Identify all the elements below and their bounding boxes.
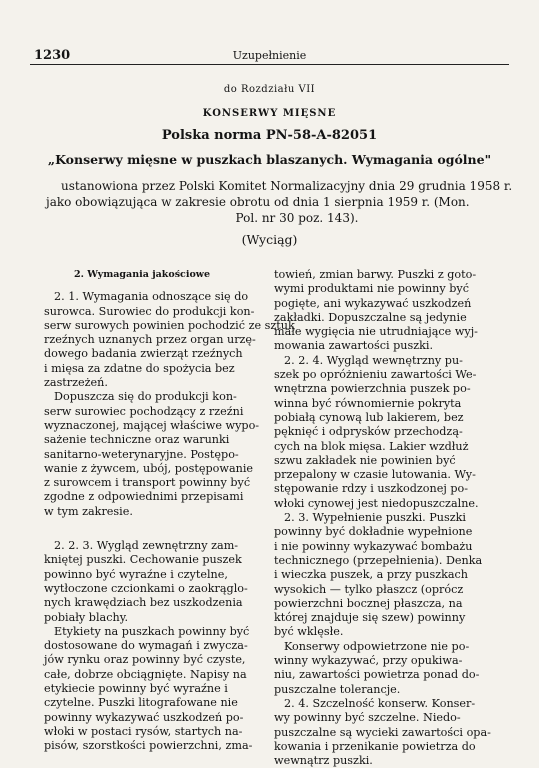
text-line: kowania i przenikanie powietrza do [274, 739, 476, 753]
text-line: kniętej puszki. Cechowanie puszek [44, 553, 242, 567]
left-column [44, 268, 295, 754]
text-line: Etykiety na puszkach powinny być [54, 624, 250, 638]
text-line: mowania zawartości puszki. [274, 339, 434, 353]
text-line: powinny wykazywać uszkodzeń po- [44, 710, 244, 724]
text-line: rzeźnych uznanych przez organ urzę- [44, 333, 256, 347]
text-line: winna być równomiernie pokryta [274, 396, 462, 410]
text-line: całe, dobrze obciągnięte. Napisy na [44, 667, 247, 681]
text-line: wysokich — tylko płaszcz (oprócz [274, 582, 464, 596]
text-line: winny wykazywać, przy opukiwa- [274, 654, 463, 668]
text-line: pisów, szorstkości powierzchni, zma- [44, 739, 253, 753]
text-line: cych na blok mięsa. Lakier wzdłuż [274, 439, 469, 453]
norm-number: Polska norma PN-58-A-82051 [161, 128, 378, 143]
text-line: pobiały blachy. [44, 610, 129, 624]
text-line: i mięsa za zdatne do spożycia bez [44, 361, 235, 375]
intro-line: ustanowiona przez Polski Komitet Normalizacyjny dnia 29 grudnia 1958 r. [61, 179, 513, 193]
text-line: sanitarno-weterynaryjne. Postępo- [44, 447, 239, 461]
text-line: być wklęsłe. [274, 625, 344, 639]
text-line: dostosowane do wymagań i zwycza- [44, 639, 248, 653]
intro-line: Pol. nr 30 poz. 143). [235, 211, 359, 225]
text-line: pogięte, ani wykazywać uszkodzeń [274, 296, 472, 310]
text-line: włoki w postaci rysów, startych na- [44, 724, 243, 738]
chapter-title: KONSERWY MIĘSNE [202, 108, 337, 119]
excerpt-label: (Wyciąg) [241, 232, 298, 247]
text-line: włoki cynowej jest niedopuszczalne. [274, 496, 479, 510]
text-line: technicznego (przepełnienia). Denka [274, 553, 483, 567]
text-line: której znajduje się szew) powinny [274, 611, 466, 625]
text-line: surowca. Surowiec do produkcji kon- [44, 304, 255, 318]
text-line: nych krawędziach bez uszkodzenia [44, 596, 243, 610]
text-line: 2. 1. Wymagania odnoszące się do [54, 290, 249, 304]
text-line: 2. 2. 4. Wygląd wewnętrzny pu- [284, 353, 463, 367]
text-line: pęknięć i odprysków przechodzą- [274, 425, 463, 439]
chapter-label: do Rozdziału VII [223, 84, 316, 95]
text-line: wytłoczone czcionkami o zaokrąglo- [44, 581, 248, 595]
text-line: z surowcem i transport powinny być [44, 476, 251, 490]
text-line: zastrzeżeń. [44, 376, 108, 390]
right-column [274, 268, 494, 768]
text-line: 2. 4. Szczelność konserw. Konser- [284, 696, 476, 710]
text-line: jów rynku oraz powinny być czyste, [44, 653, 246, 667]
text-line: 2. 2. 3. Wygląd zewnętrzny zam- [54, 539, 239, 553]
text-line: dowego badania zwierząt rzeźnych [44, 347, 243, 361]
text-line: szwu zakładek nie powinien być [274, 453, 456, 467]
text-line: zgodne z odpowiednimi przepisami [44, 490, 244, 504]
text-line: niu, zawartości powietrza ponad do- [274, 668, 480, 682]
intro-line: jako obowiązująca w zakresie obrotu od dnia 1 sierpnia 1959 r. (Mon. [46, 195, 470, 209]
text-line: puszczalne są wycieki zawartości opa- [274, 725, 491, 739]
text-line: Dopuszcza się do produkcji kon- [54, 390, 237, 404]
text-line: etykiecie powinny być wyraźne i [44, 682, 228, 696]
text-line: przepalony w czasie lutowania. Wy- [274, 468, 476, 482]
text-line: szek po opróżnieniu zawartości We- [274, 368, 477, 382]
text-line: czytelne. Puszki litografowane nie [44, 696, 238, 710]
text-line: Konserwy odpowietrzone nie po- [284, 639, 470, 653]
text-line: i nie powinny wykazywać bombażu [274, 539, 473, 553]
text-line: puszczalne tolerancje. [274, 682, 401, 696]
text-line: powinno być wyraźne i czytelne, [44, 567, 228, 581]
page-number: 1230 [34, 48, 71, 63]
text-line: i wieczka puszek, a przy puszkach [274, 568, 469, 582]
text-line: małe wygięcia nie utrudniające wyj- [274, 325, 478, 339]
section-heading: 2. Wymagania jakościowe [74, 269, 211, 280]
text-line: wyznaczonej, mającej właściwe wypo- [44, 418, 260, 432]
intro-paragraph [46, 178, 513, 226]
text-line: 2. 3. Wypełnienie puszki. Puszki [284, 511, 467, 525]
text-line: zakładki. Dopuszczalne są jedynie [274, 310, 467, 324]
text-line: towień, zmian barwy. Puszki z goto- [274, 268, 477, 281]
text-line: serw surowiec pochodzący z rzeźni [44, 404, 244, 418]
text-line: pobiałą cynową lub lakierem, bez [274, 410, 464, 424]
text-line: wanie z żywcem, ubój, postępowanie [44, 461, 254, 475]
text-line: w tym zakresie. [44, 504, 133, 518]
text-line: wewnątrz puszki. [274, 754, 373, 768]
running-header [30, 46, 509, 65]
running-title: Uzupełnienie [232, 49, 307, 62]
text-line: powinny być dokładnie wypełnione [274, 525, 473, 539]
text-line: wnętrzna powierzchnia puszek po- [274, 382, 471, 396]
text-line: wymi produktami nie powinny być [274, 282, 469, 296]
text-line: serw surowych powinien pochodzić ze sztuk [44, 318, 295, 332]
text-line: powierzchni bocznej płaszcza, na [274, 596, 463, 610]
text-line: stępowanie rdzy i uszkodzonej po- [274, 482, 469, 496]
text-line: wy powinny być szczelne. Niedo- [274, 711, 461, 725]
norm-title: „Konserwy mięsne w puszkach blaszanych. Wymagania ogólne" [47, 152, 492, 167]
text-line: sażenie techniczne oraz warunki [44, 433, 230, 447]
